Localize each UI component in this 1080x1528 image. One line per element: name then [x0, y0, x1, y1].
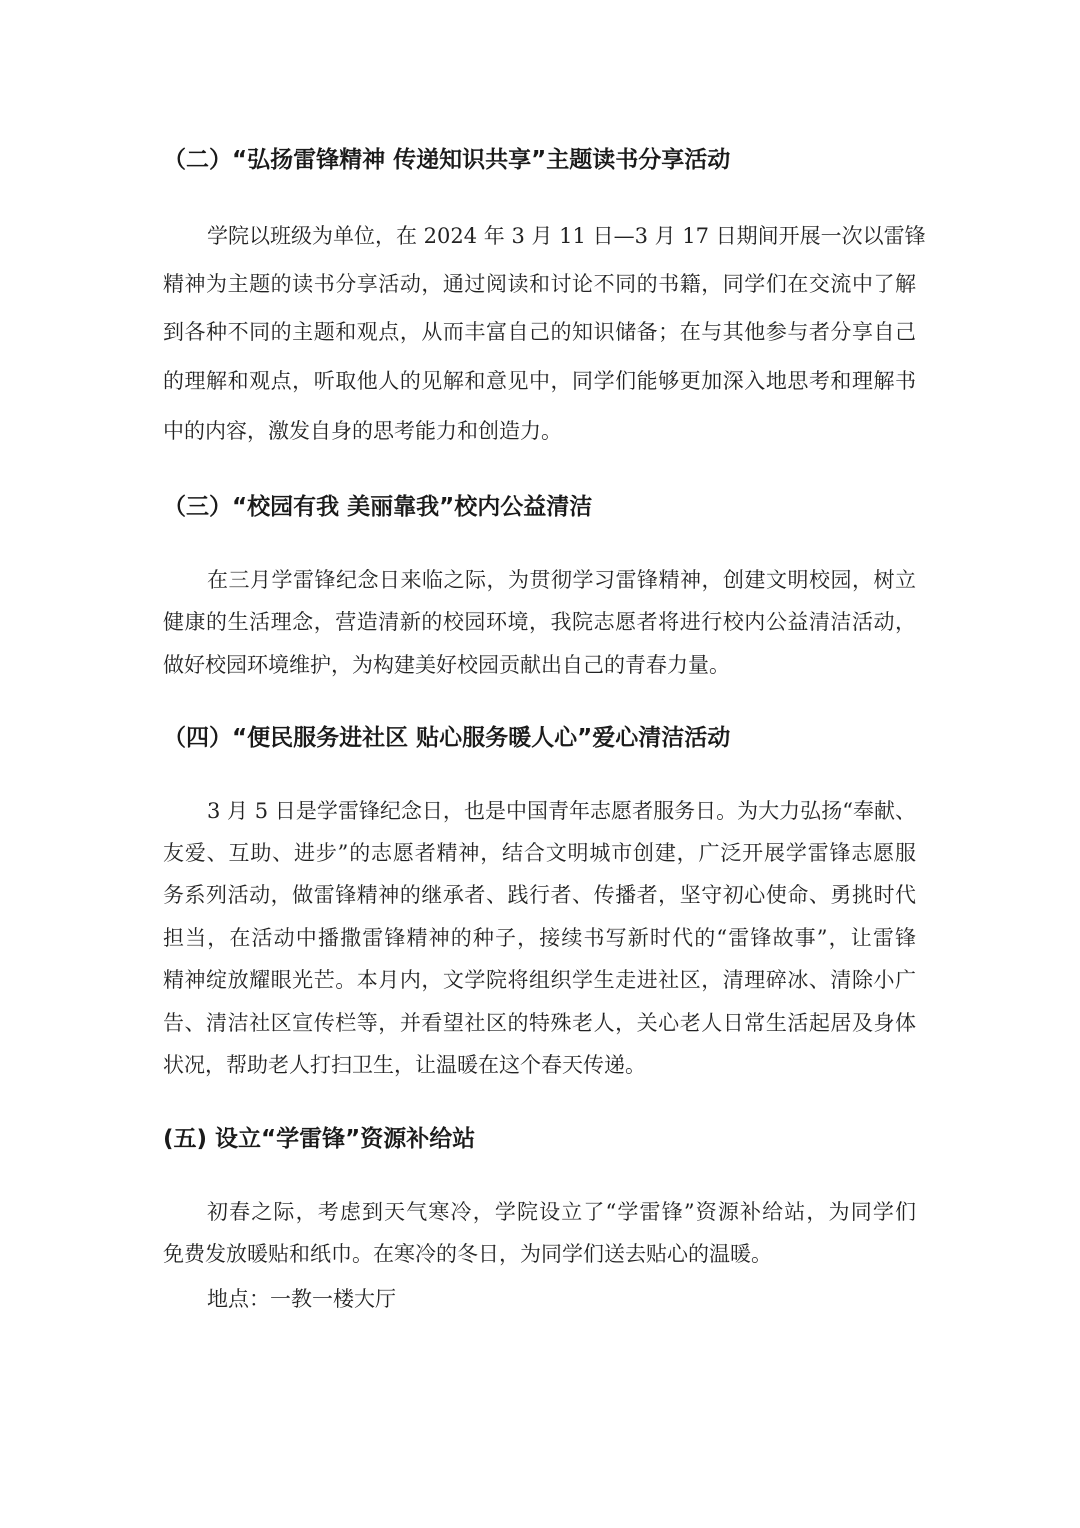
paragraph-line: 友爱、互助、进步”的志愿者精神，结合文明城市创建，广泛开展学雷锋志愿服 [163, 841, 916, 865]
paragraph-line: 到各种不同的主题和观点，从而丰富自己的知识储备；在与其他参与者分享自己 [163, 320, 916, 344]
paragraph-line: 的理解和观点，听取他人的见解和意见中，同学们能够更加深入地思考和理解书 [163, 369, 916, 393]
paragraph-line: 中的内容，激发自身的思考能力和创造力。 [163, 419, 562, 443]
section-heading-5: (五) 设立“学雷锋”资源补给站 [163, 1126, 476, 1152]
paragraph-line: 务系列活动，做雷锋精神的继承者、践行者、传播者，坚守初心使命、勇挑时代 [163, 883, 916, 907]
paragraph-line: 告、清洁社区宣传栏等，并看望社区的特殊老人，关心老人日常生活起居及身体 [163, 1011, 916, 1035]
paragraph-line: 精神为主题的读书分享活动，通过阅读和讨论不同的书籍，同学们在交流中了解 [163, 272, 916, 296]
section-heading-2: （二）“弘扬雷锋精神 传递知识共享”主题读书分享活动 [163, 147, 731, 173]
paragraph-line: 学院以班级为单位，在 2024 年 3 月 11 日—3 月 17 日期间开展一次以雷锋 [207, 224, 926, 248]
paragraph-line: 免费发放暖贴和纸巾。在寒冷的冬日，为同学们送去贴心的温暖。 [163, 1242, 772, 1266]
paragraph-line: 状况，帮助老人打扫卫生，让温暖在这个春天传递。 [163, 1053, 646, 1077]
section-heading-4: （四）“便民服务进社区 贴心服务暖人心”爱心清洁活动 [163, 725, 731, 751]
paragraph-line: 初春之际，考虑到天气寒冷，学院设立了“学雷锋”资源补给站，为同学们 [207, 1200, 916, 1224]
section-heading-3: （三）“校园有我 美丽靠我”校内公益清洁 [163, 494, 593, 520]
paragraph-line: 健康的生活理念，营造清新的校园环境，我院志愿者将进行校内公益清洁活动， [163, 610, 916, 634]
paragraph-line: 精神绽放耀眼光芒。本月内，文学院将组织学生走进社区，清理碎冰、清除小广 [163, 968, 916, 992]
paragraph-line: 在三月学雷锋纪念日来临之际，为贯彻学习雷锋精神，创建文明校园，树立 [207, 568, 916, 592]
paragraph-line: 做好校园环境维护，为构建美好校园贡献出自己的青春力量。 [163, 653, 730, 677]
paragraph-line: 担当，在活动中播撒雷锋精神的种子，接续书写新时代的“雷锋故事”，让雷锋 [163, 926, 916, 950]
paragraph-line: 3 月 5 日是学雷锋纪念日，也是中国青年志愿者服务日。为大力弘扬“奉献、 [207, 799, 916, 823]
location-line: 地点：一教一楼大厅 [207, 1287, 396, 1311]
